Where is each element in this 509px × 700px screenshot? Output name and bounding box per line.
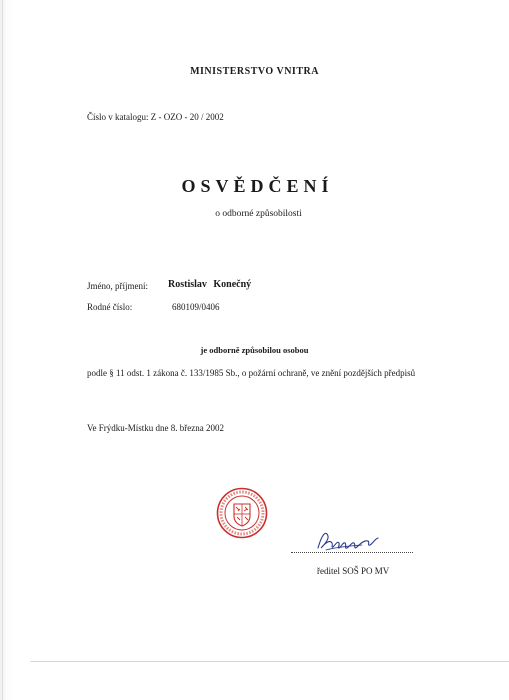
official-stamp-icon (216, 487, 268, 539)
birth-number-value: 680109/0406 (172, 302, 220, 312)
director-signature-icon (312, 528, 382, 554)
legal-basis: podle § 11 odst. 1 zákona č. 133/1985 Sb., o požární ochraně, ve znění pozdějších předpisů (87, 368, 416, 378)
birth-number-label: Rodné číslo: (87, 302, 133, 312)
page-edge-bottom (30, 661, 509, 662)
catalog-number: Číslo v katalogu: Z - OZO - 20 / 2002 (87, 112, 224, 122)
name-label: Jméno, příjmení: (87, 281, 148, 291)
document-subtitle: o odborné způsobilosti (215, 209, 302, 219)
document-title: OSVĚDČENÍ (181, 176, 334, 196)
qualification-statement: je odborně způsobilou osobou (200, 345, 309, 355)
name-value: Rostislav Konečný (168, 279, 252, 290)
place-and-date: Ve Frýdku-Místku dne 8. března 2002 (87, 423, 224, 433)
director-title: ředitel SOŠ PO MV (317, 566, 390, 576)
ministry-heading: MINISTERSTVO VNITRA (190, 66, 319, 77)
signature-line (291, 552, 413, 553)
